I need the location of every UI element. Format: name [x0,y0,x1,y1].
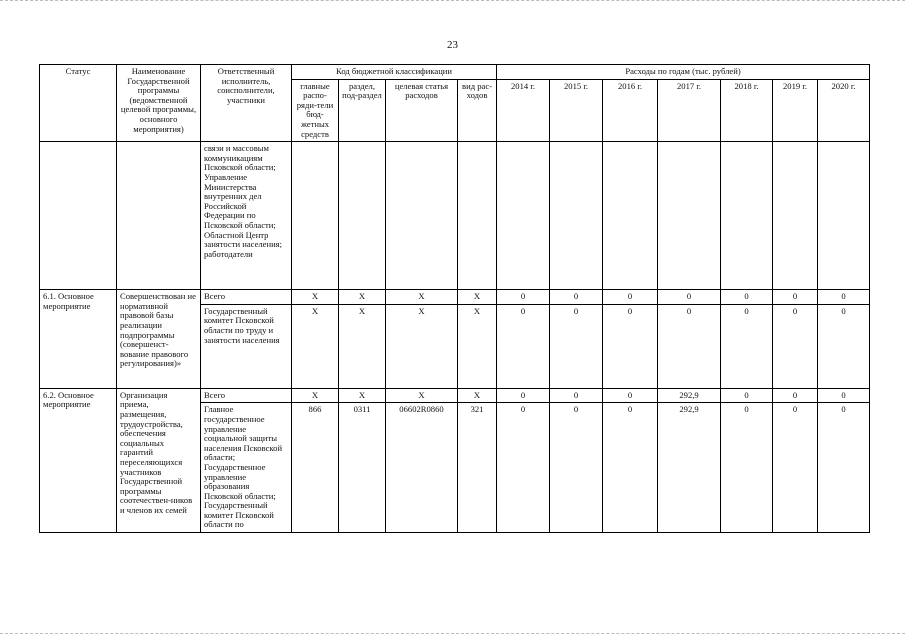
continuation-responsible: связи и массовым коммуникациям Псковской области; Управление Министерства внутренних дел Российской Федерации по Псковской области; Областной Центр занятости населения; работодатели [201,142,292,290]
value-cell: 0 [773,388,818,403]
value-cell: 292,9 [658,403,721,533]
code-cell: X [292,290,339,305]
item-6-2-row-1-responsible: Главное государственное управление социальной защиты населения Псковской области; Государственное управление образования Псковской области; Государственный комитет Псковской области по [201,403,292,533]
table-cell [773,142,818,290]
value-cell: 0 [773,304,818,388]
item-6-2-row-0-responsible: Всего [201,388,292,403]
value-cell: 0 [497,388,550,403]
scan-edge-top [0,0,905,4]
item-6-1-row-1-responsible: Государственный комитет Псковской области по труду и занятости населения [201,304,292,388]
code-cell: X [339,388,386,403]
header-code-section: раздел, под-раздел [339,79,386,142]
code-cell: X [386,388,458,403]
code-cell: X [386,290,458,305]
table-cell [603,142,658,290]
item-6-2-status: 6.2. Основное мероприятие [40,388,117,532]
value-cell: 0 [497,290,550,305]
header-responsible: Ответственный исполнитель, соисполнители, участники [201,65,292,142]
header-row-1 [40,65,870,80]
table-row [40,388,870,403]
table-cell [386,142,458,290]
value-cell: 292,9 [658,388,721,403]
table-cell [818,142,870,290]
header-code-grbs: главные распо-ряди-тели бюд-жетных средств [292,79,339,142]
code-cell: X [339,290,386,305]
value-cell: 0 [818,290,870,305]
code-cell: X [339,304,386,388]
scan-edge-bottom [0,633,905,637]
code-cell: X [386,304,458,388]
value-cell: 0 [603,388,658,403]
value-cell: 0 [497,403,550,533]
table-cell [658,142,721,290]
table-cell [550,142,603,290]
value-cell: 0 [550,388,603,403]
value-cell: 0 [497,304,550,388]
item-6-1-status: 6.1. Основное мероприятие [40,290,117,389]
code-cell: 866 [292,403,339,533]
value-cell: 0 [721,403,773,533]
item-6-2-name: Организация приема, размещения, трудоустройства, обеспечения социальных гарантий переселяющихся участников Государственной программы соотечествен-ников и членов их семей [117,388,201,532]
table-cell [117,142,201,290]
header-year-2014: 2014 г. [497,79,550,142]
value-cell: 0 [603,290,658,305]
table-cell [721,142,773,290]
value-cell: 0 [603,403,658,533]
value-cell: 0 [721,304,773,388]
value-cell: 0 [773,403,818,533]
value-cell: 0 [773,290,818,305]
code-cell: X [292,304,339,388]
value-cell: 0 [550,304,603,388]
code-cell: 321 [458,403,497,533]
code-cell: X [292,388,339,403]
table-cell [497,142,550,290]
header-code-type: вид рас-ходов [458,79,497,142]
value-cell: 0 [818,304,870,388]
header-year-2020: 2020 г. [818,79,870,142]
code-cell: X [458,304,497,388]
table-row-continuation [40,142,870,290]
header-status: Статус [40,65,117,142]
value-cell: 0 [658,304,721,388]
value-cell: 0 [818,403,870,533]
table-row [40,290,870,305]
item-6-1-name: Совершенствован ие нормативной правовой базы реализации подпрограммы (совершенст-вование правового регулирования)» [117,290,201,389]
header-expenses: Расходы по годам (тыс. рублей) [497,65,870,80]
code-cell: X [458,290,497,305]
header-code-target: целевая статья расходов [386,79,458,142]
value-cell: 0 [658,290,721,305]
budget-table [39,64,870,533]
code-cell: X [458,388,497,403]
table-cell [339,142,386,290]
table-cell [40,142,117,290]
header-year-2015: 2015 г. [550,79,603,142]
value-cell: 0 [603,304,658,388]
page-number: 23 [447,39,458,51]
value-cell: 0 [550,290,603,305]
value-cell: 0 [721,388,773,403]
header-year-2016: 2016 г. [603,79,658,142]
header-budget-code: Код бюджетной классификации [292,65,497,80]
code-cell: 0311 [339,403,386,533]
header-year-2019: 2019 г. [773,79,818,142]
code-cell: 06602R0860 [386,403,458,533]
value-cell: 0 [818,388,870,403]
header-program-name: Наименование Государственной программы (ведомственной целевой программы, основного мероприятия) [117,65,201,142]
item-6-1-row-0-responsible: Всего [201,290,292,305]
header-year-2017: 2017 г. [658,79,721,142]
value-cell: 0 [550,403,603,533]
value-cell: 0 [721,290,773,305]
table-cell [458,142,497,290]
header-year-2018: 2018 г. [721,79,773,142]
table-cell [292,142,339,290]
